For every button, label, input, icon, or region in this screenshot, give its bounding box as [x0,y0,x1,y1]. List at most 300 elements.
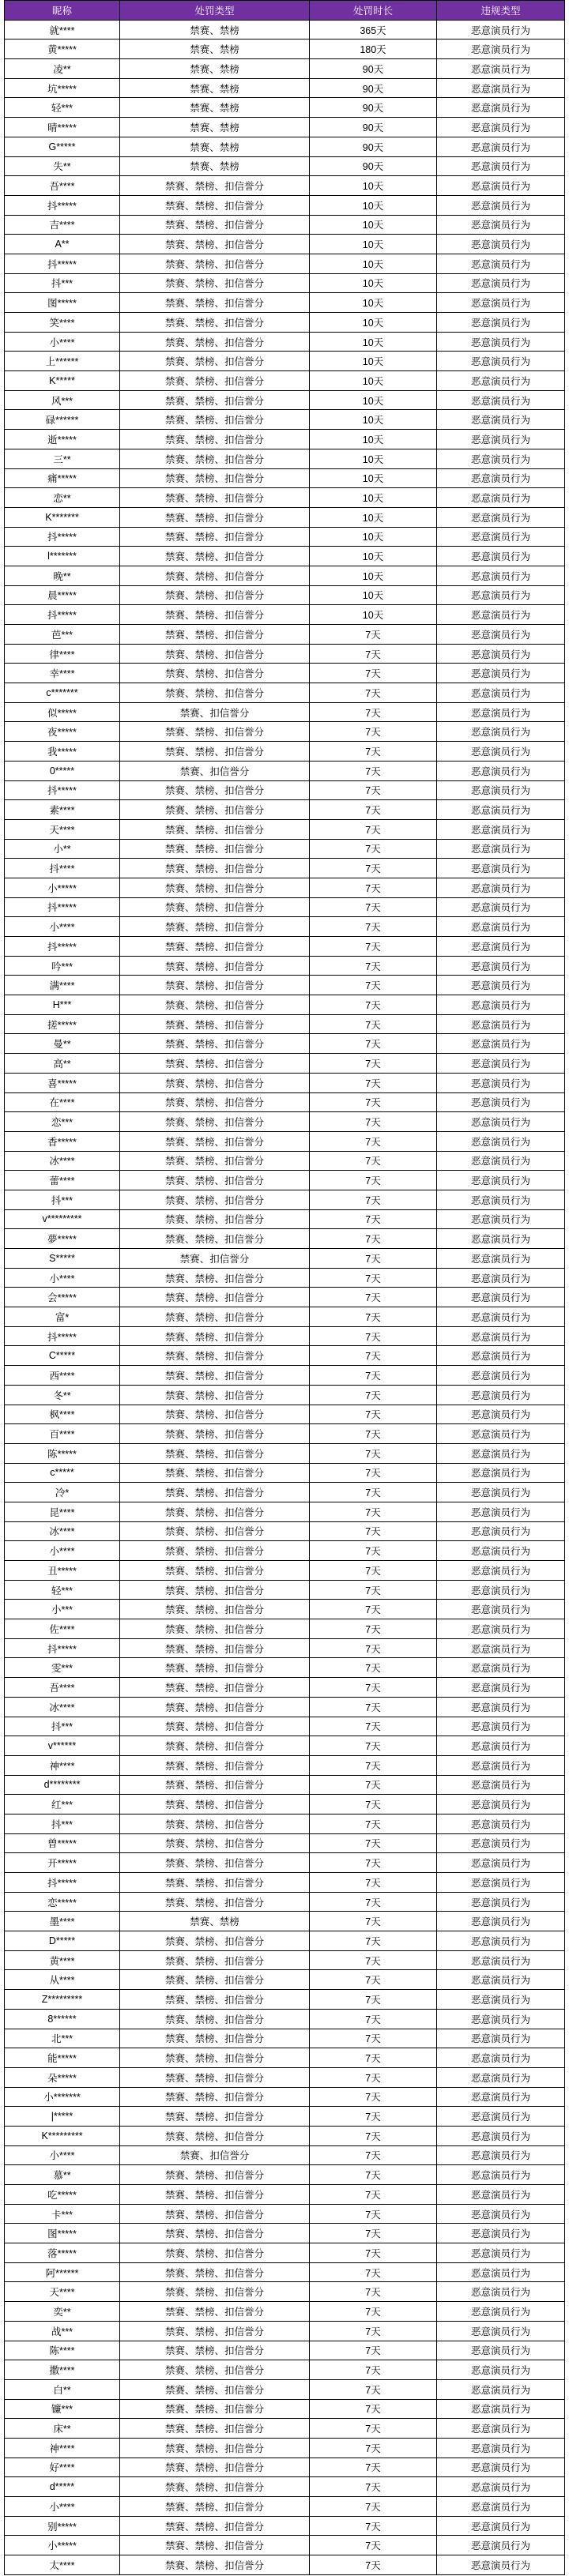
violation-type-cell: 恶意演员行为 [437,762,565,781]
violation-type-cell: 恶意演员行为 [437,1093,565,1113]
penalty-type-cell: 禁赛、禁榜、扣信誉分 [120,645,310,664]
penalty-duration-cell: 10天 [310,488,437,508]
penalty-type-cell: 禁赛、禁榜、扣信誉分 [120,898,310,918]
penalty-duration-cell: 7天 [310,664,437,683]
violation-type-cell: 恶意演员行为 [437,2107,565,2127]
table-row [5,1912,565,1931]
penalty-duration-cell: 7天 [310,2243,437,2263]
penalty-type-cell: 禁赛、禁榜、扣信誉分 [120,2165,310,2185]
nickname-cell: 撒**** [5,2360,120,2380]
violation-type-cell: 恶意演员行为 [437,1776,565,1796]
nickname-cell: 陈**** [5,2341,120,2361]
violation-type-cell: 恶意演员行为 [437,1561,565,1581]
table-row [5,1171,565,1190]
nickname-cell: 香***** [5,1132,120,1152]
penalty-duration-cell: 7天 [310,2517,437,2537]
violation-type-cell: 恶意演员行为 [437,1366,565,1386]
table-row [5,430,565,449]
penalty-type-cell: 禁赛、禁榜、扣信誉分 [120,859,310,878]
penalty-type-cell: 禁赛、禁榜、扣信誉分 [120,2088,310,2108]
penalty-duration-cell: 10天 [310,528,437,547]
penalty-type-cell: 禁赛、禁榜、扣信誉分 [120,683,310,703]
penalty-duration-cell: 7天 [310,1210,437,1230]
nickname-cell: 北*** [5,2029,120,2049]
penalty-duration-cell: 7天 [310,645,437,664]
nickname-cell: 好**** [5,2458,120,2478]
table-row [5,1522,565,1542]
nickname-cell: 逝***** [5,430,120,449]
violation-type-cell: 恶意演员行为 [437,1288,565,1307]
penalty-duration-cell: 7天 [310,1171,437,1190]
table-row [5,1619,565,1639]
penalty-duration-cell: 10天 [310,547,437,566]
nickname-cell: 抖***** [5,196,120,216]
penalty-duration-cell: 7天 [310,1405,437,1425]
violation-type-cell: 恶意演员行为 [437,645,565,664]
violation-type-cell: 恶意演员行为 [437,664,565,683]
violation-type-cell: 恶意演员行为 [437,703,565,723]
penalty-type-cell: 禁赛、禁榜、扣信誉分 [120,1893,310,1912]
violation-type-cell: 恶意演员行为 [437,1015,565,1035]
penalty-type-cell: 禁赛、禁榜、扣信誉分 [120,1229,310,1249]
penalty-duration-cell: 10天 [310,449,437,469]
table-row [5,1561,565,1581]
penalty-duration-cell: 7天 [310,2029,437,2049]
penalty-type-cell: 禁赛、禁榜、扣信誉分 [120,1736,310,1756]
nickname-cell: 雯*** [5,1658,120,1678]
violation-type-cell: 恶意演员行为 [437,1931,565,1951]
nickname-cell: 小******* [5,2088,120,2108]
nickname-cell: 似***** [5,703,120,723]
table-row [5,1581,565,1600]
table-row [5,2439,565,2458]
table-row [5,2107,565,2127]
penalty-duration-cell: 7天 [310,2400,437,2420]
penalty-type-cell: 禁赛、禁榜、扣信誉分 [120,274,310,294]
penalty-type-cell: 禁赛、禁榜、扣信誉分 [120,1346,310,1366]
violation-type-cell: 恶意演员行为 [437,878,565,898]
table-row [5,1502,565,1522]
nickname-cell: 幸**** [5,664,120,683]
penalty-type-cell: 禁赛、禁榜、扣信誉分 [120,820,310,840]
table-row [5,216,565,235]
violation-type-cell: 恶意演员行为 [437,39,565,59]
violation-type-cell: 恶意演员行为 [437,79,565,99]
penalty-type-cell: 禁赛、禁榜、扣信誉分 [120,1814,310,1834]
penalty-duration-cell: 10天 [310,352,437,371]
table-row [5,1132,565,1152]
penalty-type-cell: 禁赛、禁榜、扣信誉分 [120,2263,310,2283]
nickname-cell: 抖*** [5,1717,120,1737]
nickname-cell: 抖*** [5,1190,120,1210]
nickname-cell: v****** [5,1736,120,1756]
penalty-duration-cell: 7天 [310,2536,437,2555]
penalty-duration-cell: 10天 [310,254,437,274]
penalty-type-cell: 禁赛、禁榜、扣信誉分 [120,2517,310,2537]
penalty-duration-cell: 7天 [310,2185,437,2205]
nickname-cell: 西**** [5,1366,120,1386]
violation-type-cell: 恶意演员行为 [437,995,565,1015]
penalty-type-cell: 禁赛、禁榜、扣信誉分 [120,2127,310,2146]
header-penalty-type: 处罚类型 [120,1,310,21]
penalty-type-cell: 禁赛、禁榜、扣信誉分 [120,586,310,606]
penalty-duration-cell: 10天 [310,410,437,430]
nickname-cell: 吾**** [5,1678,120,1698]
table-row [5,371,565,391]
penalty-type-cell: 禁赛、禁榜、扣信誉分 [120,547,310,566]
penalty-type-cell: 禁赛、扣信誉分 [120,703,310,723]
violation-type-cell: 恶意演员行为 [437,176,565,196]
penalty-type-cell: 禁赛、禁榜、扣信誉分 [120,1834,310,1854]
table-row [5,2029,565,2049]
nickname-cell: G***** [5,137,120,157]
penalty-duration-cell: 10天 [310,586,437,606]
penalty-type-cell: 禁赛、禁榜、扣信誉分 [120,840,310,859]
penalty-type-cell: 禁赛、禁榜、扣信誉分 [120,1054,310,1074]
violation-type-cell: 恶意演员行为 [437,2517,565,2537]
nickname-cell: c******* [5,683,120,703]
table-row [5,898,565,918]
penalty-duration-cell: 7天 [310,1678,437,1698]
penalty-type-cell: 禁赛、禁榜、扣信誉分 [120,625,310,645]
penalty-duration-cell: 7天 [310,2165,437,2185]
nickname-cell: 高** [5,1054,120,1074]
penalty-type-cell: 禁赛、禁榜、扣信誉分 [120,2068,310,2088]
nickname-cell: 从**** [5,1970,120,1990]
penalty-type-cell: 禁赛、禁榜、扣信誉分 [120,1112,310,1132]
violation-type-cell: 恶意演员行为 [437,59,565,79]
penalty-type-cell: 禁赛、禁榜、扣信誉分 [120,1483,310,1502]
penalty-duration-cell: 7天 [310,1756,437,1776]
penalty-type-cell: 禁赛、禁榜、扣信誉分 [120,742,310,762]
penalty-type-cell: 禁赛、禁榜、扣信誉分 [120,1074,310,1093]
nickname-cell: 抖***** [5,781,120,801]
violation-type-cell: 恶意演员行为 [437,293,565,313]
violation-type-cell: 恶意演员行为 [437,1464,565,1484]
nickname-cell: 0***** [5,762,120,781]
violation-type-cell: 恶意演员行为 [437,917,565,937]
nickname-cell: 朵***** [5,2068,120,2088]
table-row [5,1717,565,1737]
penalty-duration-cell: 7天 [310,1132,437,1152]
penalty-type-cell: 禁赛、禁榜、扣信誉分 [120,995,310,1015]
penalty-type-cell: 禁赛、禁榜、扣信誉分 [120,430,310,449]
penalty-duration-cell: 10天 [310,566,437,586]
penalty-duration-cell: 7天 [310,1639,437,1659]
penalty-type-cell: 禁赛、禁榜、扣信誉分 [120,293,310,313]
table-row [5,1444,565,1464]
penalty-duration-cell: 7天 [310,1502,437,1522]
table-row [5,1424,565,1444]
nickname-cell: 8****** [5,2010,120,2029]
header-penalty-duration: 处罚时长 [310,1,437,21]
nickname-cell: H*** [5,995,120,1015]
table-row [5,1931,565,1951]
penalty-duration-cell: 10天 [310,293,437,313]
violation-type-cell: 恶意演员行为 [437,2302,565,2322]
nickname-cell: 小**** [5,2497,120,2517]
table-row [5,352,565,371]
penalty-type-cell: 禁赛、禁榜、扣信誉分 [120,1678,310,1698]
penalty-duration-cell: 10天 [310,196,437,216]
table-row [5,547,565,566]
table-body [5,21,565,2575]
penalty-type-cell: 禁赛、禁榜、扣信誉分 [120,2380,310,2400]
penalty-duration-cell: 7天 [310,1717,437,1737]
violation-type-cell: 恶意演员行为 [437,216,565,235]
violation-type-cell: 恶意演员行为 [437,469,565,489]
table-row [5,1346,565,1366]
table-row [5,2263,565,2283]
penalty-type-cell: 禁赛、扣信誉分 [120,762,310,781]
violation-type-cell: 恶意演员行为 [437,683,565,703]
nickname-cell: 蕾**** [5,1171,120,1190]
nickname-cell: 晚** [5,566,120,586]
nickname-cell: 小** [5,840,120,859]
table-row [5,391,565,411]
nickname-cell: 吃***** [5,2185,120,2205]
penalty-duration-cell: 7天 [310,1873,437,1893]
table-row [5,118,565,137]
penalty-duration-cell: 7天 [310,1990,437,2010]
nickname-cell: 恋*** [5,1112,120,1132]
penalty-type-cell: 禁赛、禁榜、扣信誉分 [120,2555,310,2575]
penalty-duration-cell: 90天 [310,137,437,157]
penalty-type-cell: 禁赛、禁榜、扣信誉分 [120,1619,310,1639]
table-row [5,137,565,157]
violation-type-cell: 恶意演员行为 [437,1386,565,1405]
violation-type-cell: 恶意演员行为 [437,2380,565,2400]
table-row [5,1288,565,1307]
nickname-cell: 抖***** [5,1639,120,1659]
penalty-type-cell: 禁赛、禁榜、扣信誉分 [120,1600,310,1619]
table-row [5,2048,565,2068]
penalty-type-cell: 禁赛、禁榜、扣信誉分 [120,235,310,254]
nickname-cell: 三** [5,449,120,469]
violation-type-cell: 恶意演员行为 [437,859,565,878]
penalty-type-cell: 禁赛、禁榜、扣信誉分 [120,1327,310,1347]
penalty-type-cell: 禁赛、禁榜、扣信誉分 [120,528,310,547]
table-row [5,1990,565,2010]
penalty-type-cell: 禁赛、禁榜、扣信誉分 [120,2419,310,2439]
penalty-type-cell: 禁赛、禁榜、扣信誉分 [120,1210,310,1230]
nickname-cell: 神**** [5,2439,120,2458]
table-row [5,274,565,294]
table-row [5,703,565,723]
penalty-duration-cell: 7天 [310,995,437,1015]
table-row [5,2536,565,2555]
penalty-duration-cell: 7天 [310,1093,437,1113]
table-row [5,1970,565,1990]
nickname-cell: 阿****** [5,2263,120,2283]
penalty-type-cell: 禁赛、禁榜、扣信誉分 [120,2302,310,2322]
nickname-cell: 夢***** [5,1229,120,1249]
penalty-type-cell: 禁赛、禁榜、扣信誉分 [120,410,310,430]
table-row [5,1152,565,1171]
penalty-duration-cell: 7天 [310,2439,437,2458]
penalty-duration-cell: 7天 [310,1600,437,1619]
penalty-type-cell: 禁赛、禁榜、扣信誉分 [120,333,310,352]
nickname-cell: 陈***** [5,1444,120,1464]
violation-type-cell: 恶意演员行为 [437,1405,565,1425]
penalty-type-cell: 禁赛、禁榜、扣信誉分 [120,976,310,995]
penalty-duration-cell: 7天 [310,2068,437,2088]
violation-type-cell: 恶意演员行为 [437,1424,565,1444]
penalty-type-cell: 禁赛、禁榜、扣信誉分 [120,2497,310,2517]
penalty-duration-cell: 7天 [310,2048,437,2068]
penalty-type-cell: 禁赛、禁榜 [120,79,310,99]
table-row [5,1327,565,1347]
nickname-cell: 冬** [5,1386,120,1405]
table-row [5,840,565,859]
penalty-type-cell: 禁赛、禁榜、扣信誉分 [120,917,310,937]
penalty-duration-cell: 7天 [310,1288,437,1307]
violation-type-cell: 恶意演员行为 [437,196,565,216]
nickname-cell: 律**** [5,645,120,664]
nickname-cell: 晴***** [5,118,120,137]
violation-type-cell: 恶意演员行为 [437,625,565,645]
penalty-type-cell: 禁赛、禁榜、扣信誉分 [120,1873,310,1893]
nickname-cell: 黄***** [5,39,120,59]
penalty-type-cell: 禁赛、禁榜、扣信誉分 [120,488,310,508]
penalty-duration-cell: 7天 [310,2322,437,2341]
violation-type-cell: 恶意演员行为 [437,976,565,995]
penalty-duration-cell: 180天 [310,39,437,59]
penalty-duration-cell: 7天 [310,1464,437,1484]
violation-type-cell: 恶意演员行为 [437,254,565,274]
violation-type-cell: 恶意演员行为 [437,528,565,547]
table-row [5,1736,565,1756]
table-row [5,2088,565,2108]
violation-type-cell: 恶意演员行为 [437,488,565,508]
table-row [5,664,565,683]
table-header-row [5,1,565,21]
table-row [5,1015,565,1035]
table-row [5,2205,565,2224]
table-row [5,976,565,995]
penalty-type-cell: 禁赛、禁榜、扣信誉分 [120,313,310,333]
table-row [5,586,565,606]
penalty-table [4,0,565,2575]
table-row [5,2380,565,2400]
nickname-cell: |***** [5,2107,120,2127]
nickname-cell: 失** [5,157,120,177]
nickname-cell: 小**** [5,917,120,937]
table-row [5,2165,565,2185]
violation-type-cell: 恶意演员行为 [437,2205,565,2224]
violation-type-cell: 恶意演员行为 [437,1834,565,1854]
penalty-duration-cell: 7天 [310,1776,437,1796]
penalty-type-cell: 禁赛、禁榜、扣信誉分 [120,1990,310,2010]
violation-type-cell: 恶意演员行为 [437,1307,565,1327]
penalty-type-cell: 禁赛、禁榜 [120,21,310,40]
penalty-type-cell: 禁赛、禁榜、扣信誉分 [120,722,310,742]
penalty-type-cell: 禁赛、禁榜、扣信誉分 [120,605,310,625]
violation-type-cell: 恶意演员行为 [437,937,565,957]
violation-type-cell: 恶意演员行为 [437,898,565,918]
nickname-cell: 抖**** [5,859,120,878]
nickname-cell: 抖***** [5,1327,120,1347]
penalty-duration-cell: 7天 [310,2341,437,2361]
nickname-cell: 在**** [5,1093,120,1113]
nickname-cell: 抖***** [5,1873,120,1893]
violation-type-cell: 恶意演员行为 [437,1717,565,1737]
violation-type-cell: 恶意演员行为 [437,2555,565,2575]
penalty-type-cell: 禁赛、禁榜、扣信誉分 [120,2360,310,2380]
table-row [5,2010,565,2029]
penalty-duration-cell: 7天 [310,1034,437,1054]
penalty-type-cell: 禁赛、禁榜、扣信誉分 [120,1444,310,1464]
penalty-type-cell: 禁赛、扣信誉分 [120,2146,310,2166]
table-row [5,1093,565,1113]
penalty-type-cell: 禁赛、禁榜、扣信誉分 [120,1464,310,1484]
table-row [5,1034,565,1054]
violation-type-cell: 恶意演员行为 [437,2165,565,2185]
penalty-duration-cell: 7天 [310,781,437,801]
penalty-duration-cell: 7天 [310,1190,437,1210]
penalty-type-cell: 禁赛、扣信誉分 [120,1249,310,1269]
table-row [5,859,565,878]
violation-type-cell: 恶意演员行为 [437,157,565,177]
penalty-type-cell: 禁赛、禁榜、扣信誉分 [120,1424,310,1444]
penalty-duration-cell: 7天 [310,898,437,918]
table-row [5,1269,565,1288]
violation-type-cell: 恶意演员行为 [437,430,565,449]
penalty-type-cell: 禁赛、禁榜、扣信誉分 [120,2536,310,2555]
nickname-cell: S***** [5,1249,120,1269]
table-row [5,2458,565,2478]
penalty-type-cell: 禁赛、禁榜、扣信誉分 [120,2322,310,2341]
nickname-cell: 小**** [5,1541,120,1561]
nickname-cell: 抖***** [5,605,120,625]
penalty-type-cell: 禁赛、禁榜、扣信誉分 [120,878,310,898]
table-row [5,1639,565,1659]
penalty-duration-cell: 10天 [310,216,437,235]
nickname-cell: 我***** [5,742,120,762]
table-row [5,21,565,40]
penalty-duration-cell: 7天 [310,1912,437,1931]
violation-type-cell: 恶意演员行为 [437,2536,565,2555]
penalty-duration-cell: 7天 [310,1386,437,1405]
violation-type-cell: 恶意演员行为 [437,2341,565,2361]
table-row [5,2517,565,2537]
table-row [5,196,565,216]
table-row [5,488,565,508]
penalty-duration-cell: 7天 [310,1658,437,1678]
penalty-duration-cell: 7天 [310,1307,437,1327]
violation-type-cell: 恶意演员行为 [437,2263,565,2283]
penalty-duration-cell: 10天 [310,274,437,294]
violation-type-cell: 恶意演员行为 [437,1269,565,1288]
penalty-duration-cell: 7天 [310,1483,437,1502]
header-violation-type: 违规类型 [437,1,565,21]
nickname-cell: 轻*** [5,1581,120,1600]
violation-type-cell: 恶意演员行为 [437,1619,565,1639]
violation-type-cell: 恶意演员行为 [437,449,565,469]
violation-type-cell: 恶意演员行为 [437,352,565,371]
penalty-duration-cell: 10天 [310,235,437,254]
violation-type-cell: 恶意演员行为 [437,1074,565,1093]
penalty-type-cell: 禁赛、禁榜、扣信誉分 [120,664,310,683]
table-row [5,937,565,957]
penalty-duration-cell: 90天 [310,118,437,137]
penalty-duration-cell: 10天 [310,430,437,449]
penalty-type-cell: 禁赛、禁榜、扣信誉分 [120,1717,310,1737]
violation-type-cell: 恶意演员行为 [437,2419,565,2439]
table-row [5,235,565,254]
table-row [5,1853,565,1873]
violation-type-cell: 恶意演员行为 [437,2477,565,2497]
